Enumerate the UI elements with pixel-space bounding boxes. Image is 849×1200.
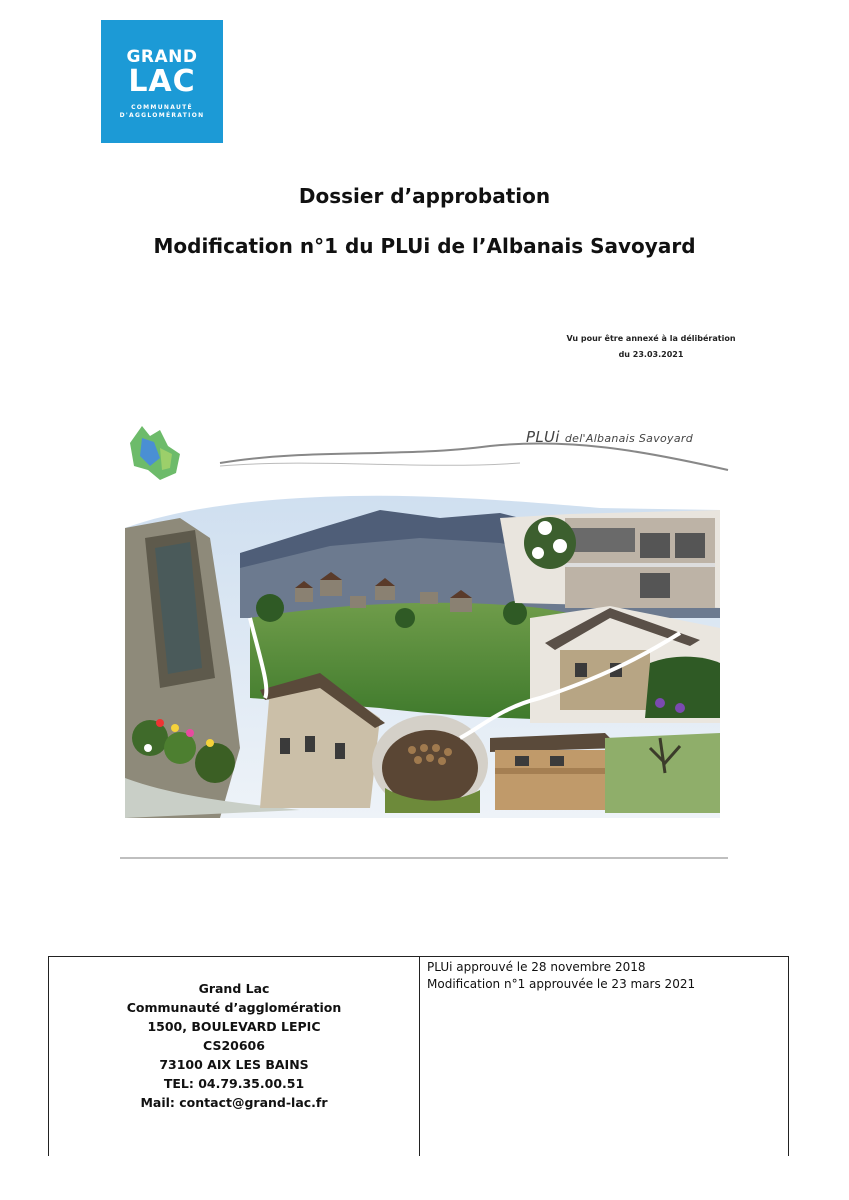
- modification-date: Modification n°1 approuvée le 23 mars 2021: [427, 977, 696, 991]
- plui-banner-illustration: [120, 418, 730, 863]
- logo-line3: COMMUNAUTÉ: [131, 104, 193, 111]
- brand-de: de: [564, 432, 580, 445]
- logo-line4: D'AGGLOMÉRATION: [119, 112, 205, 119]
- logo-subtitle: [101, 104, 223, 120]
- annex-note-date: du 23.03.2021: [618, 350, 684, 359]
- address-mail: Mail: contact@grand-lac.fr: [140, 1095, 328, 1110]
- map-icon: [130, 426, 180, 480]
- brand-plui: PLUi: [526, 428, 560, 446]
- address-block: [49, 979, 419, 1112]
- address-cs: CS20606: [203, 1038, 265, 1053]
- banner-brand-text: [526, 428, 693, 446]
- address-street: 1500, BOULEVARD LEPIC: [147, 1019, 321, 1034]
- logo-line1: GRAND: [126, 47, 198, 67]
- approval-date: PLUi approuvé le 28 novembre 2018: [427, 960, 646, 974]
- annex-note-line1: Vu pour être annexé à la délibération: [566, 334, 736, 343]
- grand-lac-logo: [101, 20, 223, 143]
- document-subtitle: Modification n°1 du PLUi de l’Albanais Savoyard: [153, 234, 696, 258]
- approval-info: [427, 959, 695, 993]
- contact-info-table: [48, 956, 789, 1156]
- logo-line2: LAC: [128, 64, 196, 99]
- address-city: 73100 AIX LES BAINS: [159, 1057, 309, 1072]
- address-name: Grand Lac: [198, 981, 270, 996]
- address-tel: TEL: 04.79.35.00.51: [163, 1076, 305, 1091]
- table-divider: [419, 957, 420, 1156]
- address-type: Communauté d’agglomération: [126, 1000, 342, 1015]
- document-title: Dossier d’approbation: [298, 184, 551, 208]
- brand-albanais: l'Albanais Savoyard: [579, 432, 693, 445]
